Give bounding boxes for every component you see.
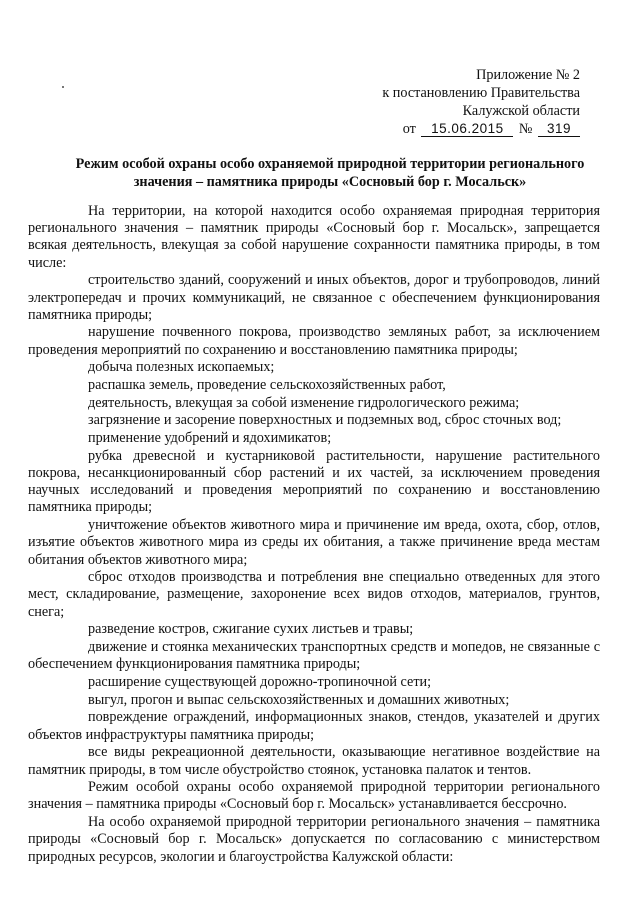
text-line: обеспечением функционирования памятника природы; xyxy=(28,656,361,673)
document-title xyxy=(70,156,590,191)
text-line: памятника природы; xyxy=(28,499,153,516)
appendix-header xyxy=(320,66,580,138)
order-number: 319 xyxy=(538,121,580,137)
text-line: памятник природы, в том числе обустройство стоянок, установка палаток и тентов. xyxy=(28,761,532,778)
order-date: 15.06.2015 xyxy=(421,121,513,137)
order-prefix: от xyxy=(402,121,416,137)
text-line: повреждение ограждений, информационных знаков, стендов, указателей и других xyxy=(88,709,600,726)
text-line: регионального значения – памятник природы «Сосновый бор г. Мосальск», запрещается xyxy=(28,220,600,237)
title-line-2: значения – памятника природы «Сосновый бор г. Мосальск» xyxy=(133,173,527,190)
list-item xyxy=(28,272,600,324)
text-line: добыча полезных ископаемых; xyxy=(88,359,275,376)
appendix-region: Калужской области xyxy=(462,103,580,119)
text-line: нарушение почвенного покрова, производство земляных работ, за исключением xyxy=(88,324,600,341)
list-item xyxy=(28,448,600,517)
appendix-resolution: к постановлению Правительства xyxy=(382,85,580,101)
list-item xyxy=(88,359,600,376)
list-item xyxy=(28,639,600,673)
text-line: выгул, прогон и выпас сельскохозяйственных и домашних животных; xyxy=(88,691,510,708)
text-line: деятельность, влекущая за собой изменение гидрологического режима; xyxy=(88,394,520,411)
list-item xyxy=(88,377,600,394)
paragraph-permitted xyxy=(28,814,600,866)
text-line: покрова, несанкционированный сбор растений и их частей, за исключением проведения xyxy=(28,465,600,482)
text-line: загрязнение и засорение поверхностных и подземных вод, сброс сточных вод; xyxy=(88,412,562,429)
text-line: рубка древесной и кустарниковой растительности, нарушение растительного xyxy=(88,447,600,464)
text-line: Режим особой охраны особо охраняемой природной территории регионального xyxy=(88,779,600,796)
document-body xyxy=(28,203,600,866)
order-number-label: № xyxy=(518,121,533,137)
text-line: природы «Сосновый бор г. Мосальск» допускается по согласованию с министерством xyxy=(28,831,600,848)
text-line: применение удобрений и ядохимикатов; xyxy=(88,430,332,447)
list-item xyxy=(88,674,600,691)
text-line: изъятие объектов животного мира из среды их обитания, а также причинение вреда местам xyxy=(28,534,600,551)
text-line: мест, складирование, размещение, захоронение всех видов отходов, материалов, грунтов, xyxy=(28,586,600,603)
list-item xyxy=(28,744,600,778)
list-item xyxy=(28,324,600,358)
text-line: объектов инфраструктуры памятника природы; xyxy=(28,726,315,743)
list-item xyxy=(88,430,600,447)
list-item xyxy=(28,517,600,569)
text-line: все виды рекреационной деятельности, оказывающие негативное воздействие на xyxy=(88,744,600,761)
scan-speck xyxy=(62,86,64,88)
list-item xyxy=(88,692,600,709)
text-line: значения – памятника природы «Сосновый бор г. Мосальск» устанавливается бессрочно. xyxy=(28,796,567,813)
text-line: числе: xyxy=(28,254,67,271)
list-item xyxy=(88,412,600,429)
text-line: всякая деятельность, влекущая за собой нарушение сохранности памятника природы, в том xyxy=(28,237,600,254)
list-item xyxy=(88,621,600,638)
title-line-1: Режим особой охраны особо охраняемой природной территории регионального xyxy=(75,156,585,172)
paragraph-term xyxy=(28,779,600,813)
appendix-number: Приложение № 2 xyxy=(476,67,580,83)
list-item xyxy=(28,709,600,743)
text-line: строительство зданий, сооружений и иных объектов, дорог и трубопроводов, линий xyxy=(88,272,600,289)
text-line: снега; xyxy=(28,603,65,620)
text-line: уничтожение объектов животного мира и причинение им вреда, охота, сбор, отлов, xyxy=(88,517,600,534)
text-line: распашка земель, проведение сельскохозяйственных работ, xyxy=(88,377,446,394)
text-line: проведения мероприятий по сохранению и восстановлению памятника природы; xyxy=(28,341,518,358)
text-line: природных ресурсов, экологии и благоустройства Калужской области: xyxy=(28,848,454,865)
text-line: обитания объектов животного мира; xyxy=(28,551,248,568)
text-line: электропередач и прочих коммуникаций, не связанное с обеспечением функционирования xyxy=(28,289,600,306)
paragraph-intro xyxy=(28,203,600,272)
list-item xyxy=(28,569,600,621)
text-line: сброс отходов производства и потребления вне специально отведенных для этого xyxy=(88,569,600,586)
text-line: движение и стоянка механических транспортных средств и мопедов, не связанные с xyxy=(88,639,600,656)
text-line: расширение существующей дорожно-тропиночной сети; xyxy=(88,673,432,690)
text-line: разведение костров, сжигание сухих листьев и травы; xyxy=(88,621,414,638)
order-reference xyxy=(320,120,580,138)
list-item xyxy=(88,395,600,412)
text-line: научных исследований и проведения мероприятий по сохранению и восстановлению xyxy=(28,482,600,499)
text-line: памятника природы; xyxy=(28,306,153,323)
text-line: На особо охраняемой природной территории регионального значения – памятника xyxy=(88,814,600,831)
text-line: На территории, на которой находится особо охраняемая природная территория xyxy=(88,203,600,219)
